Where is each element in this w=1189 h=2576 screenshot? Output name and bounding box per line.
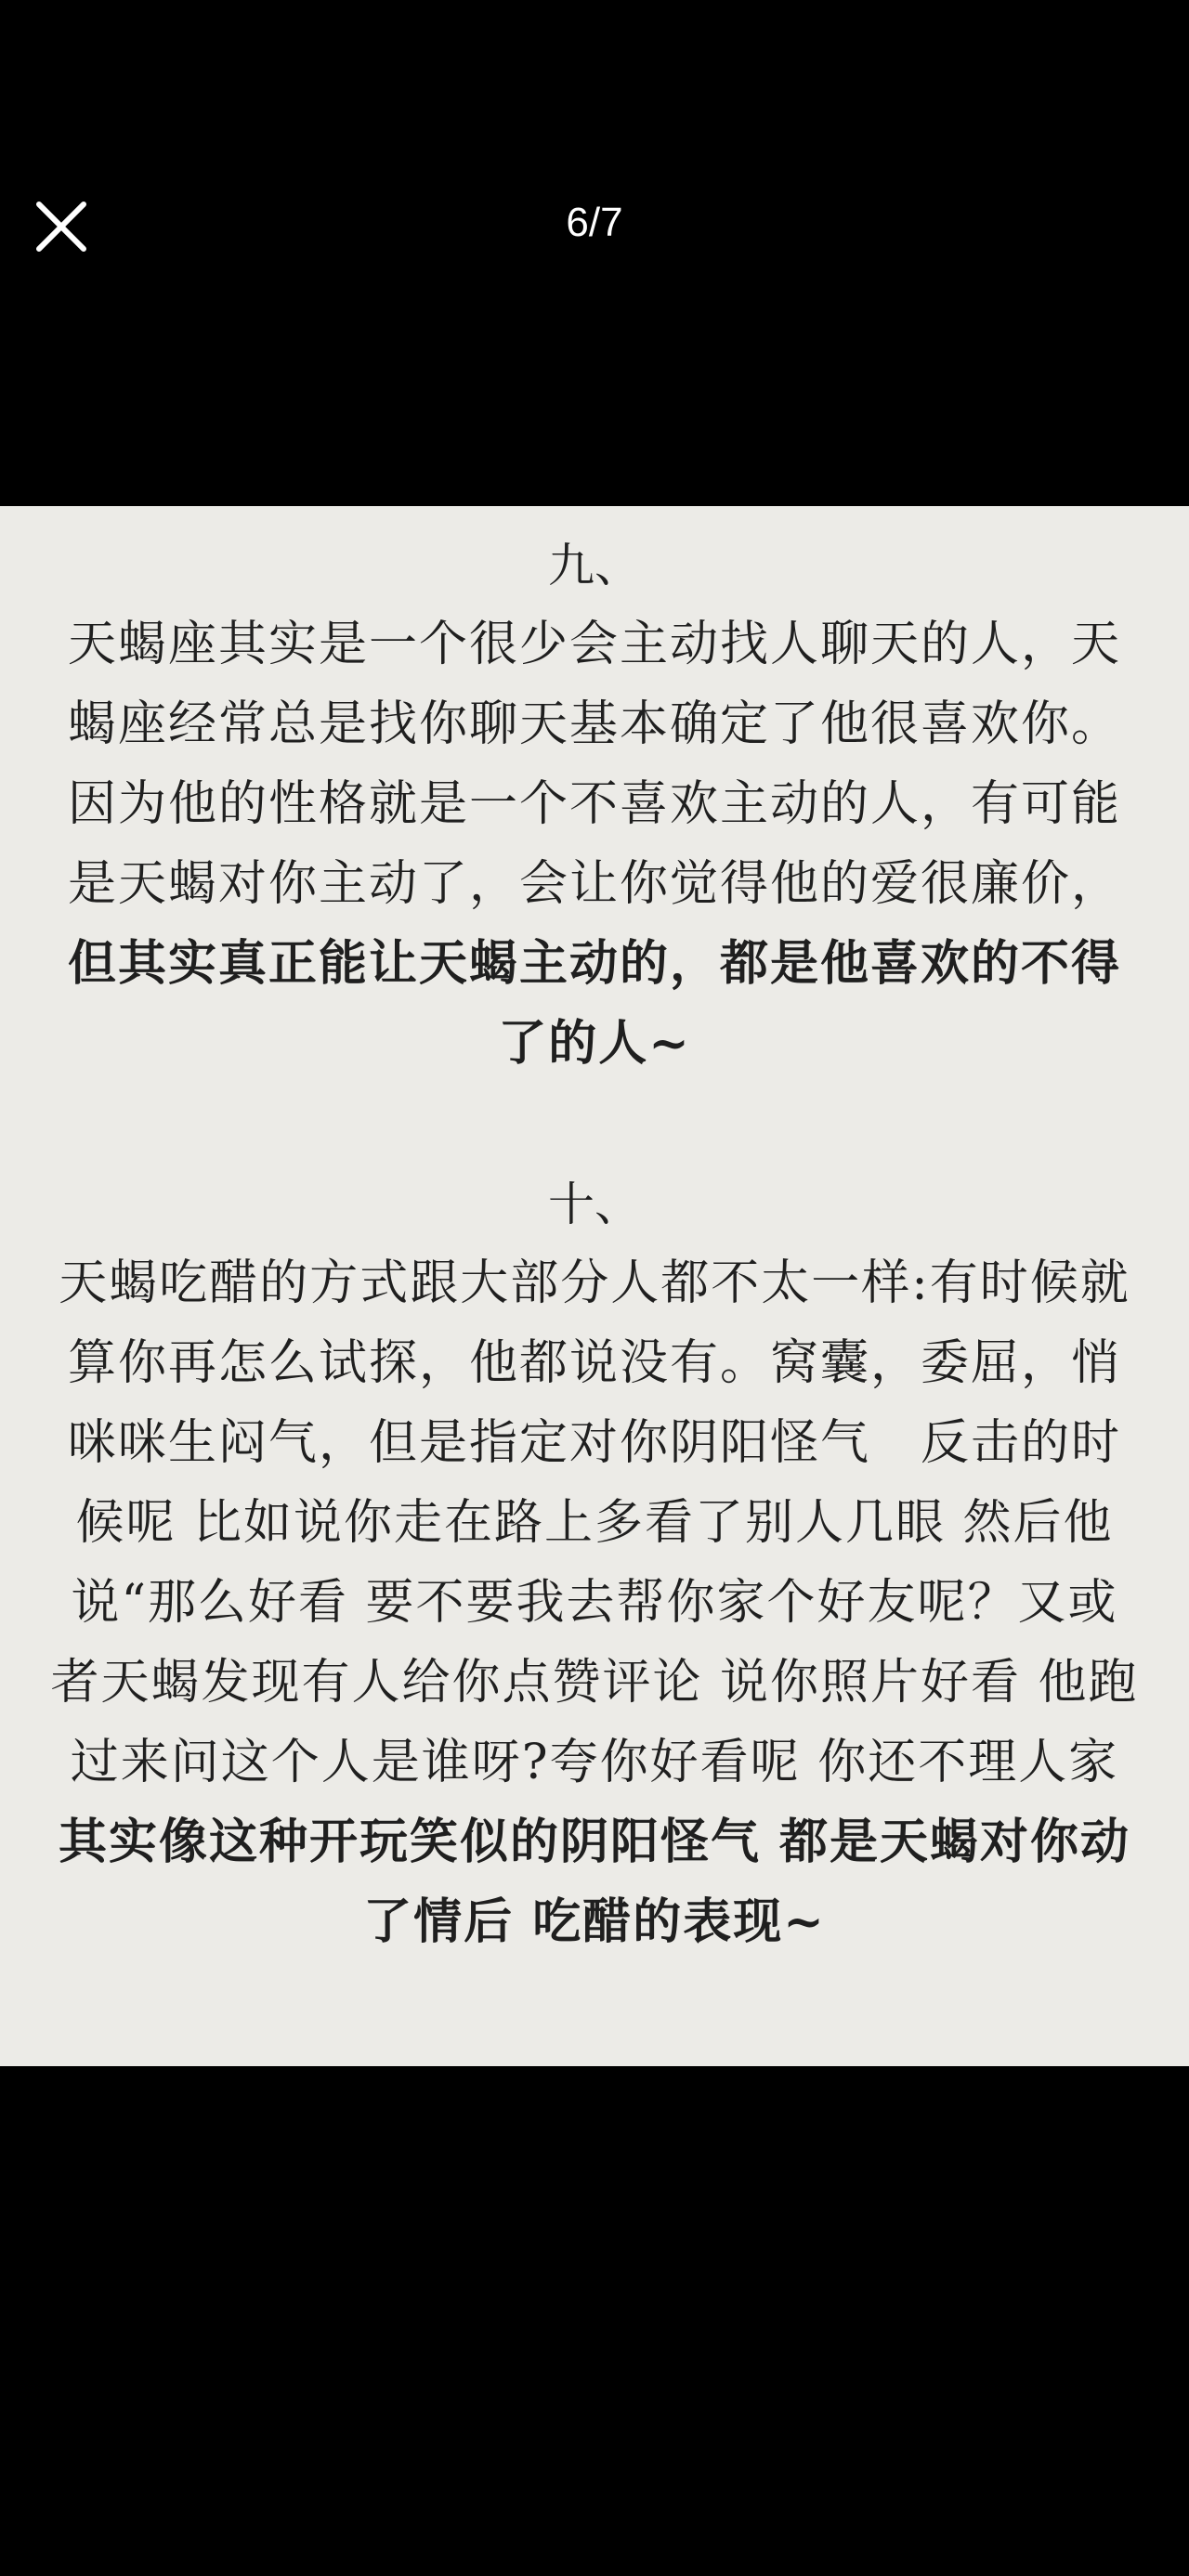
section-heading: 九、: [548, 539, 641, 592]
section-paragraph: [46, 605, 1143, 1084]
section-ten: [46, 1171, 1143, 1962]
image-content: [0, 506, 1189, 2066]
viewer-top-bar: [0, 0, 1189, 506]
page-counter: 6/7: [566, 200, 623, 245]
paragraph-text: 天蝎吃醋的方式跟大部分人都不太一样:有时候就算你再怎么试探，他都说没有。窝囊，委屈，悄咪咪生闷气，但是指定对你阴阳怪气 反击的时候呢 比如说你走在路上多看了别人几眼 然后他说“那么好看 要不要我去帮你家个好友呢？又或者天蝎发现有人给你点赞评论 说你照片好看 他跑过来问这个人是谁呀?夸你好看呢 你还不理人家: [50, 1255, 1139, 1790]
viewer-bottom-bar: [0, 2066, 1189, 2576]
section-paragraph: [46, 1243, 1143, 1962]
paragraph-emphasis: 其实像这种开玩笑似的阴阳怪气 都是天蝎对你动了情后 吃醋的表现~: [58, 1814, 1131, 1950]
paragraph-emphasis: 但其实真正能让天蝎主动的，都是他喜欢的不得了的人~: [67, 935, 1121, 1072]
section-heading: 十、: [548, 1177, 641, 1231]
paragraph-text: 天蝎座其实是一个很少会主动找人聊天的人，天蝎座经常总是找你聊天基本确定了他很喜欢你。因为他的性格就是一个不喜欢主动的人，有可能是天蝎对你主动了，会让你觉得他的爱很廉价，: [67, 617, 1121, 912]
section-nine: [46, 532, 1143, 1084]
